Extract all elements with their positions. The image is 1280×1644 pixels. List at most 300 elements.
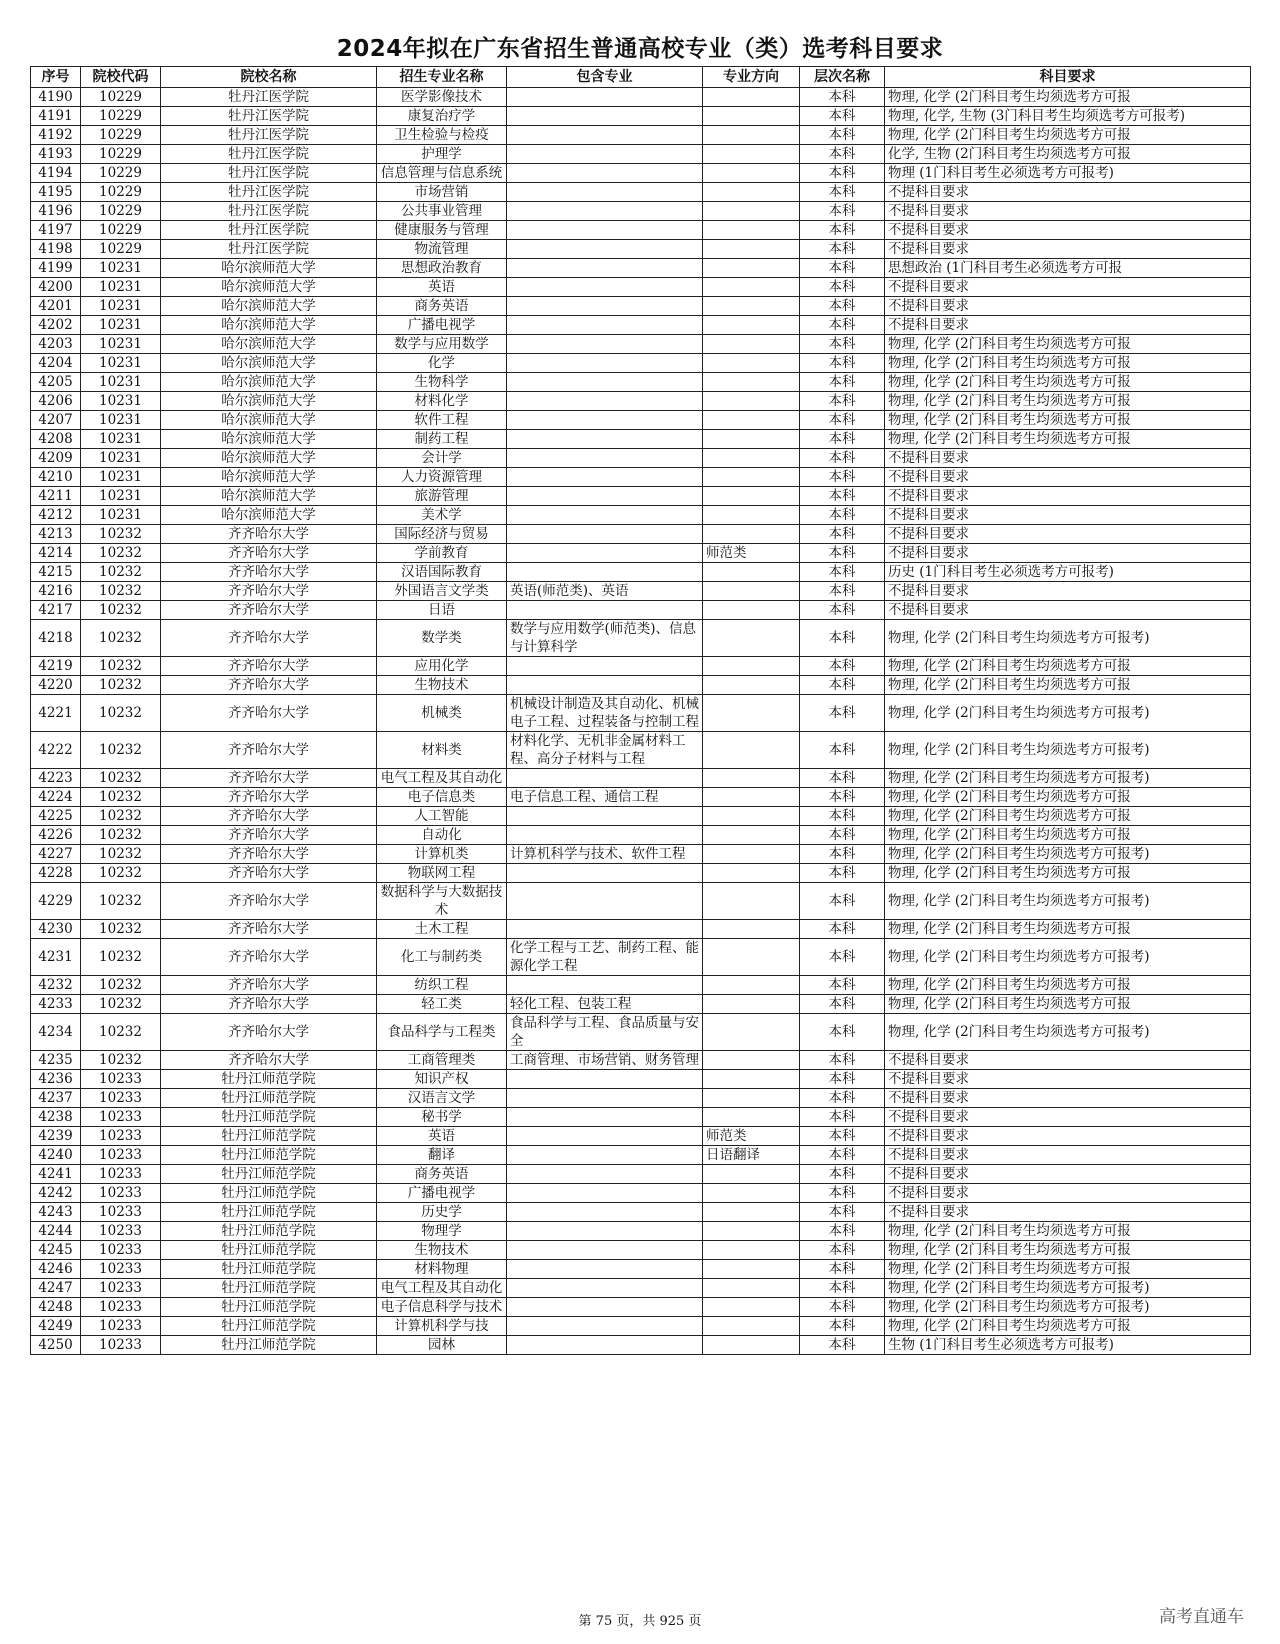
cell-subject-requirements: 物理, 化学 (2门科目考生均须选考方可报 xyxy=(885,1260,1251,1279)
cell-major-name: 计算机类 xyxy=(377,845,507,864)
table-row xyxy=(31,826,1251,845)
cell-included-majors: 食品科学与工程、食品质量与安全 xyxy=(507,1014,703,1051)
cell-school-code: 10231 xyxy=(81,411,161,430)
cell-major-direction xyxy=(703,335,800,354)
cell-school-code: 10232 xyxy=(81,582,161,601)
cell-major-direction xyxy=(703,883,800,920)
cell-school-code: 10233 xyxy=(81,1203,161,1222)
cell-school-code: 10233 xyxy=(81,1279,161,1298)
cell-level: 本科 xyxy=(800,1336,885,1355)
cell-index: 4207 xyxy=(31,411,81,430)
cell-index: 4198 xyxy=(31,240,81,259)
cell-index: 4241 xyxy=(31,1165,81,1184)
cell-index: 4242 xyxy=(31,1184,81,1203)
table-row xyxy=(31,278,1251,297)
cell-major-name: 英语 xyxy=(377,1127,507,1146)
cell-included-majors: 机械设计制造及其自动化、机械电子工程、过程装备与控制工程 xyxy=(507,695,703,732)
cell-level: 本科 xyxy=(800,468,885,487)
cell-subject-requirements: 物理, 化学 (2门科目考生均须选考方可报考) xyxy=(885,620,1251,657)
cell-subject-requirements: 不提科目要求 xyxy=(885,1184,1251,1203)
cell-school-name: 齐齐哈尔大学 xyxy=(161,601,377,620)
cell-school-name: 牡丹江师范学院 xyxy=(161,1298,377,1317)
cell-level: 本科 xyxy=(800,883,885,920)
cell-index: 4190 xyxy=(31,88,81,107)
cell-index: 4225 xyxy=(31,807,81,826)
cell-major-direction xyxy=(703,976,800,995)
brand-watermark: 高考直通车 xyxy=(1159,1607,1244,1627)
cell-major-name: 生物科学 xyxy=(377,373,507,392)
cell-index: 4209 xyxy=(31,449,81,468)
cell-subject-requirements: 物理, 化学 (2门科目考生均须选考方可报考) xyxy=(885,1279,1251,1298)
cell-school-name: 牡丹江医学院 xyxy=(161,88,377,107)
table-row xyxy=(31,883,1251,920)
cell-included-majors xyxy=(507,1279,703,1298)
table-row xyxy=(31,1203,1251,1222)
table-row xyxy=(31,202,1251,221)
cell-index: 4194 xyxy=(31,164,81,183)
cell-level: 本科 xyxy=(800,297,885,316)
cell-index: 4210 xyxy=(31,468,81,487)
table-row xyxy=(31,1127,1251,1146)
cell-index: 4206 xyxy=(31,392,81,411)
table-row xyxy=(31,316,1251,335)
cell-level: 本科 xyxy=(800,1298,885,1317)
cell-major-name: 思想政治教育 xyxy=(377,259,507,278)
cell-subject-requirements: 物理, 化学 (2门科目考生均须选考方可报考) xyxy=(885,883,1251,920)
cell-subject-requirements: 不提科目要求 xyxy=(885,506,1251,525)
cell-level: 本科 xyxy=(800,563,885,582)
cell-major-name: 计算机科学与技 xyxy=(377,1317,507,1336)
cell-major-name: 旅游管理 xyxy=(377,487,507,506)
cell-subject-requirements: 物理, 化学 (2门科目考生均须选考方可报 xyxy=(885,335,1251,354)
cell-level: 本科 xyxy=(800,676,885,695)
cell-level: 本科 xyxy=(800,525,885,544)
cell-index: 4235 xyxy=(31,1051,81,1070)
cell-level: 本科 xyxy=(800,1260,885,1279)
cell-school-code: 10233 xyxy=(81,1165,161,1184)
table-row xyxy=(31,1070,1251,1089)
cell-included-majors xyxy=(507,316,703,335)
cell-school-name: 齐齐哈尔大学 xyxy=(161,1014,377,1051)
cell-level: 本科 xyxy=(800,582,885,601)
cell-major-direction xyxy=(703,259,800,278)
cell-school-code: 10232 xyxy=(81,1051,161,1070)
cell-included-majors xyxy=(507,525,703,544)
cell-major-direction xyxy=(703,1108,800,1127)
cell-major-direction xyxy=(703,430,800,449)
cell-subject-requirements: 不提科目要求 xyxy=(885,221,1251,240)
cell-level: 本科 xyxy=(800,732,885,769)
cell-school-code: 10229 xyxy=(81,240,161,259)
cell-level: 本科 xyxy=(800,1203,885,1222)
cell-included-majors xyxy=(507,278,703,297)
cell-major-name: 化工与制药类 xyxy=(377,939,507,976)
cell-index: 4193 xyxy=(31,145,81,164)
cell-major-direction xyxy=(703,506,800,525)
table-row xyxy=(31,1317,1251,1336)
cell-index: 4234 xyxy=(31,1014,81,1051)
table-row xyxy=(31,1279,1251,1298)
cell-school-code: 10232 xyxy=(81,601,161,620)
cell-major-name: 美术学 xyxy=(377,506,507,525)
cell-subject-requirements: 物理, 化学 (2门科目考生均须选考方可报 xyxy=(885,392,1251,411)
cell-major-direction xyxy=(703,468,800,487)
cell-included-majors: 数学与应用数学(师范类)、信息与计算科学 xyxy=(507,620,703,657)
cell-level: 本科 xyxy=(800,240,885,259)
cell-index: 4205 xyxy=(31,373,81,392)
cell-major-name: 公共事业管理 xyxy=(377,202,507,221)
cell-major-name: 广播电视学 xyxy=(377,316,507,335)
cell-major-direction xyxy=(703,1260,800,1279)
table-row xyxy=(31,1184,1251,1203)
cell-school-name: 牡丹江师范学院 xyxy=(161,1241,377,1260)
cell-level: 本科 xyxy=(800,864,885,883)
table-row xyxy=(31,1336,1251,1355)
table-row xyxy=(31,620,1251,657)
cell-subject-requirements: 物理, 化学 (2门科目考生均须选考方可报 xyxy=(885,864,1251,883)
cell-school-name: 齐齐哈尔大学 xyxy=(161,845,377,864)
cell-major-name: 人力资源管理 xyxy=(377,468,507,487)
cell-level: 本科 xyxy=(800,373,885,392)
cell-major-direction: 日语翻译 xyxy=(703,1146,800,1165)
table-row xyxy=(31,1108,1251,1127)
cell-school-name: 牡丹江师范学院 xyxy=(161,1089,377,1108)
cell-included-majors xyxy=(507,676,703,695)
cell-school-name: 齐齐哈尔大学 xyxy=(161,657,377,676)
table-row xyxy=(31,544,1251,563)
cell-index: 4208 xyxy=(31,430,81,449)
cell-included-majors xyxy=(507,411,703,430)
cell-included-majors xyxy=(507,297,703,316)
cell-school-name: 哈尔滨师范大学 xyxy=(161,468,377,487)
cell-included-majors xyxy=(507,1203,703,1222)
cell-school-code: 10232 xyxy=(81,807,161,826)
cell-level: 本科 xyxy=(800,145,885,164)
cell-included-majors xyxy=(507,601,703,620)
cell-level: 本科 xyxy=(800,259,885,278)
cell-subject-requirements: 物理, 化学 (2门科目考生均须选考方可报考) xyxy=(885,769,1251,788)
cell-subject-requirements: 不提科目要求 xyxy=(885,1089,1251,1108)
cell-major-name: 食品科学与工程类 xyxy=(377,1014,507,1051)
cell-major-name: 国际经济与贸易 xyxy=(377,525,507,544)
cell-school-name: 齐齐哈尔大学 xyxy=(161,1051,377,1070)
cell-level: 本科 xyxy=(800,164,885,183)
cell-level: 本科 xyxy=(800,1108,885,1127)
cell-major-direction xyxy=(703,449,800,468)
cell-school-name: 齐齐哈尔大学 xyxy=(161,864,377,883)
cell-major-direction xyxy=(703,183,800,202)
cell-major-direction xyxy=(703,373,800,392)
cell-level: 本科 xyxy=(800,430,885,449)
table-row xyxy=(31,1014,1251,1051)
table-row xyxy=(31,845,1251,864)
table-row xyxy=(31,1241,1251,1260)
cell-major-direction xyxy=(703,126,800,145)
cell-major-direction xyxy=(703,164,800,183)
cell-subject-requirements: 历史 (1门科目考生必须选考方可报考) xyxy=(885,563,1251,582)
cell-subject-requirements: 不提科目要求 xyxy=(885,487,1251,506)
cell-school-name: 齐齐哈尔大学 xyxy=(161,920,377,939)
page-title: 2024年拟在广东省招生普通高校专业（类）选考科目要求 xyxy=(336,36,944,62)
cell-major-name: 应用化学 xyxy=(377,657,507,676)
cell-school-name: 哈尔滨师范大学 xyxy=(161,487,377,506)
cell-level: 本科 xyxy=(800,601,885,620)
cell-major-direction: 师范类 xyxy=(703,544,800,563)
cell-major-name: 知识产权 xyxy=(377,1070,507,1089)
cell-major-direction xyxy=(703,88,800,107)
header-school-code: 院校代码 xyxy=(81,67,161,88)
cell-major-name: 日语 xyxy=(377,601,507,620)
cell-school-name: 牡丹江医学院 xyxy=(161,164,377,183)
cell-school-code: 10232 xyxy=(81,563,161,582)
cell-included-majors xyxy=(507,864,703,883)
table-row xyxy=(31,506,1251,525)
table-row xyxy=(31,487,1251,506)
cell-major-name: 市场营销 xyxy=(377,183,507,202)
cell-school-name: 齐齐哈尔大学 xyxy=(161,976,377,995)
cell-school-name: 齐齐哈尔大学 xyxy=(161,695,377,732)
cell-major-name: 物联网工程 xyxy=(377,864,507,883)
cell-school-name: 齐齐哈尔大学 xyxy=(161,788,377,807)
cell-school-name: 哈尔滨师范大学 xyxy=(161,354,377,373)
cell-major-name: 电子信息类 xyxy=(377,788,507,807)
cell-school-code: 10232 xyxy=(81,845,161,864)
cell-included-majors xyxy=(507,1108,703,1127)
cell-index: 4195 xyxy=(31,183,81,202)
table-row xyxy=(31,1222,1251,1241)
cell-school-code: 10233 xyxy=(81,1108,161,1127)
cell-major-direction xyxy=(703,676,800,695)
cell-major-direction xyxy=(703,732,800,769)
cell-index: 4236 xyxy=(31,1070,81,1089)
cell-major-name: 物理学 xyxy=(377,1222,507,1241)
cell-major-name: 土木工程 xyxy=(377,920,507,939)
cell-level: 本科 xyxy=(800,1317,885,1336)
cell-included-majors xyxy=(507,487,703,506)
cell-index: 4250 xyxy=(31,1336,81,1355)
cell-included-majors: 材料化学、无机非金属材料工程、高分子材料与工程 xyxy=(507,732,703,769)
cell-subject-requirements: 不提科目要求 xyxy=(885,544,1251,563)
table-row xyxy=(31,939,1251,976)
cell-subject-requirements: 不提科目要求 xyxy=(885,1070,1251,1089)
cell-major-direction xyxy=(703,240,800,259)
cell-major-direction xyxy=(703,695,800,732)
cell-subject-requirements: 不提科目要求 xyxy=(885,316,1251,335)
table-row xyxy=(31,88,1251,107)
cell-major-name: 化学 xyxy=(377,354,507,373)
cell-included-majors xyxy=(507,1165,703,1184)
cell-school-name: 牡丹江医学院 xyxy=(161,183,377,202)
cell-school-name: 牡丹江师范学院 xyxy=(161,1203,377,1222)
cell-level: 本科 xyxy=(800,335,885,354)
cell-subject-requirements: 不提科目要求 xyxy=(885,1127,1251,1146)
cell-school-name: 齐齐哈尔大学 xyxy=(161,883,377,920)
cell-index: 4219 xyxy=(31,657,81,676)
cell-school-code: 10229 xyxy=(81,183,161,202)
cell-school-name: 齐齐哈尔大学 xyxy=(161,732,377,769)
table-row xyxy=(31,145,1251,164)
cell-school-code: 10229 xyxy=(81,145,161,164)
cell-index: 4233 xyxy=(31,995,81,1014)
cell-subject-requirements: 物理, 化学 (2门科目考生均须选考方可报 xyxy=(885,995,1251,1014)
cell-included-majors xyxy=(507,164,703,183)
cell-level: 本科 xyxy=(800,88,885,107)
cell-level: 本科 xyxy=(800,316,885,335)
table-row xyxy=(31,995,1251,1014)
cell-index: 4191 xyxy=(31,107,81,126)
cell-major-name: 数据科学与大数据技术 xyxy=(377,883,507,920)
cell-major-name: 电子信息科学与技术 xyxy=(377,1298,507,1317)
table-row xyxy=(31,183,1251,202)
cell-school-code: 10231 xyxy=(81,259,161,278)
cell-included-majors xyxy=(507,544,703,563)
cell-included-majors xyxy=(507,883,703,920)
cell-major-name: 机械类 xyxy=(377,695,507,732)
cell-school-name: 牡丹江医学院 xyxy=(161,126,377,145)
cell-school-code: 10232 xyxy=(81,657,161,676)
cell-subject-requirements: 物理, 化学 (2门科目考生均须选考方可报考) xyxy=(885,732,1251,769)
cell-school-name: 哈尔滨师范大学 xyxy=(161,316,377,335)
cell-level: 本科 xyxy=(800,620,885,657)
cell-index: 4245 xyxy=(31,1241,81,1260)
cell-school-name: 牡丹江师范学院 xyxy=(161,1279,377,1298)
cell-included-majors: 英语(师范类)、英语 xyxy=(507,582,703,601)
cell-included-majors xyxy=(507,1070,703,1089)
cell-major-direction xyxy=(703,487,800,506)
cell-school-name: 牡丹江师范学院 xyxy=(161,1317,377,1336)
cell-school-name: 齐齐哈尔大学 xyxy=(161,826,377,845)
cell-major-name: 历史学 xyxy=(377,1203,507,1222)
cell-major-direction xyxy=(703,1298,800,1317)
cell-major-direction xyxy=(703,769,800,788)
cell-major-name: 软件工程 xyxy=(377,411,507,430)
cell-included-majors xyxy=(507,1089,703,1108)
cell-level: 本科 xyxy=(800,1146,885,1165)
cell-major-name: 人工智能 xyxy=(377,807,507,826)
cell-level: 本科 xyxy=(800,1089,885,1108)
cell-index: 4230 xyxy=(31,920,81,939)
cell-major-direction: 师范类 xyxy=(703,1127,800,1146)
cell-school-code: 10232 xyxy=(81,826,161,845)
cell-major-direction xyxy=(703,1222,800,1241)
cell-school-code: 10231 xyxy=(81,506,161,525)
cell-major-name: 卫生检验与检疫 xyxy=(377,126,507,145)
cell-subject-requirements: 不提科目要求 xyxy=(885,601,1251,620)
header-index: 序号 xyxy=(31,67,81,88)
cell-major-name: 材料类 xyxy=(377,732,507,769)
cell-included-majors xyxy=(507,373,703,392)
cell-level: 本科 xyxy=(800,826,885,845)
cell-index: 4197 xyxy=(31,221,81,240)
cell-school-name: 齐齐哈尔大学 xyxy=(161,939,377,976)
table-row xyxy=(31,788,1251,807)
cell-level: 本科 xyxy=(800,107,885,126)
cell-school-name: 齐齐哈尔大学 xyxy=(161,544,377,563)
cell-school-name: 哈尔滨师范大学 xyxy=(161,373,377,392)
cell-level: 本科 xyxy=(800,544,885,563)
cell-major-name: 材料化学 xyxy=(377,392,507,411)
table-row xyxy=(31,297,1251,316)
table-row xyxy=(31,1298,1251,1317)
cell-major-direction xyxy=(703,788,800,807)
table-row xyxy=(31,1260,1251,1279)
table-row xyxy=(31,807,1251,826)
cell-school-name: 牡丹江医学院 xyxy=(161,107,377,126)
table-row xyxy=(31,126,1251,145)
cell-school-name: 哈尔滨师范大学 xyxy=(161,411,377,430)
cell-school-name: 齐齐哈尔大学 xyxy=(161,582,377,601)
cell-index: 4238 xyxy=(31,1108,81,1127)
cell-included-majors xyxy=(507,920,703,939)
cell-major-name: 制药工程 xyxy=(377,430,507,449)
cell-level: 本科 xyxy=(800,807,885,826)
cell-school-name: 哈尔滨师范大学 xyxy=(161,506,377,525)
cell-major-name: 汉语国际教育 xyxy=(377,563,507,582)
cell-major-direction xyxy=(703,1089,800,1108)
cell-included-majors xyxy=(507,468,703,487)
cell-school-code: 10229 xyxy=(81,164,161,183)
cell-major-name: 电气工程及其自动化 xyxy=(377,769,507,788)
cell-major-name: 秘书学 xyxy=(377,1108,507,1127)
cell-subject-requirements: 物理, 化学 (2门科目考生均须选考方可报 xyxy=(885,88,1251,107)
cell-school-code: 10231 xyxy=(81,392,161,411)
cell-major-name: 轻工类 xyxy=(377,995,507,1014)
cell-school-code: 10233 xyxy=(81,1127,161,1146)
cell-included-majors xyxy=(507,202,703,221)
cell-school-name: 哈尔滨师范大学 xyxy=(161,392,377,411)
cell-school-code: 10232 xyxy=(81,525,161,544)
table-row xyxy=(31,676,1251,695)
cell-index: 4222 xyxy=(31,732,81,769)
cell-included-majors xyxy=(507,107,703,126)
cell-included-majors xyxy=(507,259,703,278)
cell-subject-requirements: 物理, 化学 (2门科目考生均须选考方可报考) xyxy=(885,939,1251,976)
cell-school-name: 齐齐哈尔大学 xyxy=(161,525,377,544)
cell-school-code: 10233 xyxy=(81,1184,161,1203)
cell-major-direction xyxy=(703,807,800,826)
cell-included-majors xyxy=(507,335,703,354)
table-row xyxy=(31,601,1251,620)
cell-subject-requirements: 物理, 化学 (2门科目考生均须选考方可报 xyxy=(885,1317,1251,1336)
cell-school-code: 10229 xyxy=(81,126,161,145)
cell-school-code: 10232 xyxy=(81,1014,161,1051)
cell-school-name: 牡丹江师范学院 xyxy=(161,1184,377,1203)
table-row xyxy=(31,240,1251,259)
table-header-row xyxy=(31,67,1251,88)
cell-level: 本科 xyxy=(800,1241,885,1260)
cell-included-majors xyxy=(507,354,703,373)
cell-level: 本科 xyxy=(800,126,885,145)
cell-major-direction xyxy=(703,316,800,335)
cell-school-code: 10229 xyxy=(81,221,161,240)
table-row xyxy=(31,525,1251,544)
cell-level: 本科 xyxy=(800,411,885,430)
header-level: 层次名称 xyxy=(800,67,885,88)
cell-school-name: 牡丹江师范学院 xyxy=(161,1127,377,1146)
cell-school-code: 10231 xyxy=(81,278,161,297)
cell-school-code: 10232 xyxy=(81,769,161,788)
cell-school-code: 10231 xyxy=(81,373,161,392)
table-row xyxy=(31,259,1251,278)
cell-subject-requirements: 不提科目要求 xyxy=(885,1146,1251,1165)
cell-subject-requirements: 不提科目要求 xyxy=(885,1203,1251,1222)
cell-index: 4223 xyxy=(31,769,81,788)
cell-included-majors xyxy=(507,1146,703,1165)
cell-included-majors xyxy=(507,976,703,995)
table-row xyxy=(31,920,1251,939)
cell-subject-requirements: 物理, 化学 (2门科目考生均须选考方可报 xyxy=(885,676,1251,695)
cell-school-code: 10232 xyxy=(81,864,161,883)
